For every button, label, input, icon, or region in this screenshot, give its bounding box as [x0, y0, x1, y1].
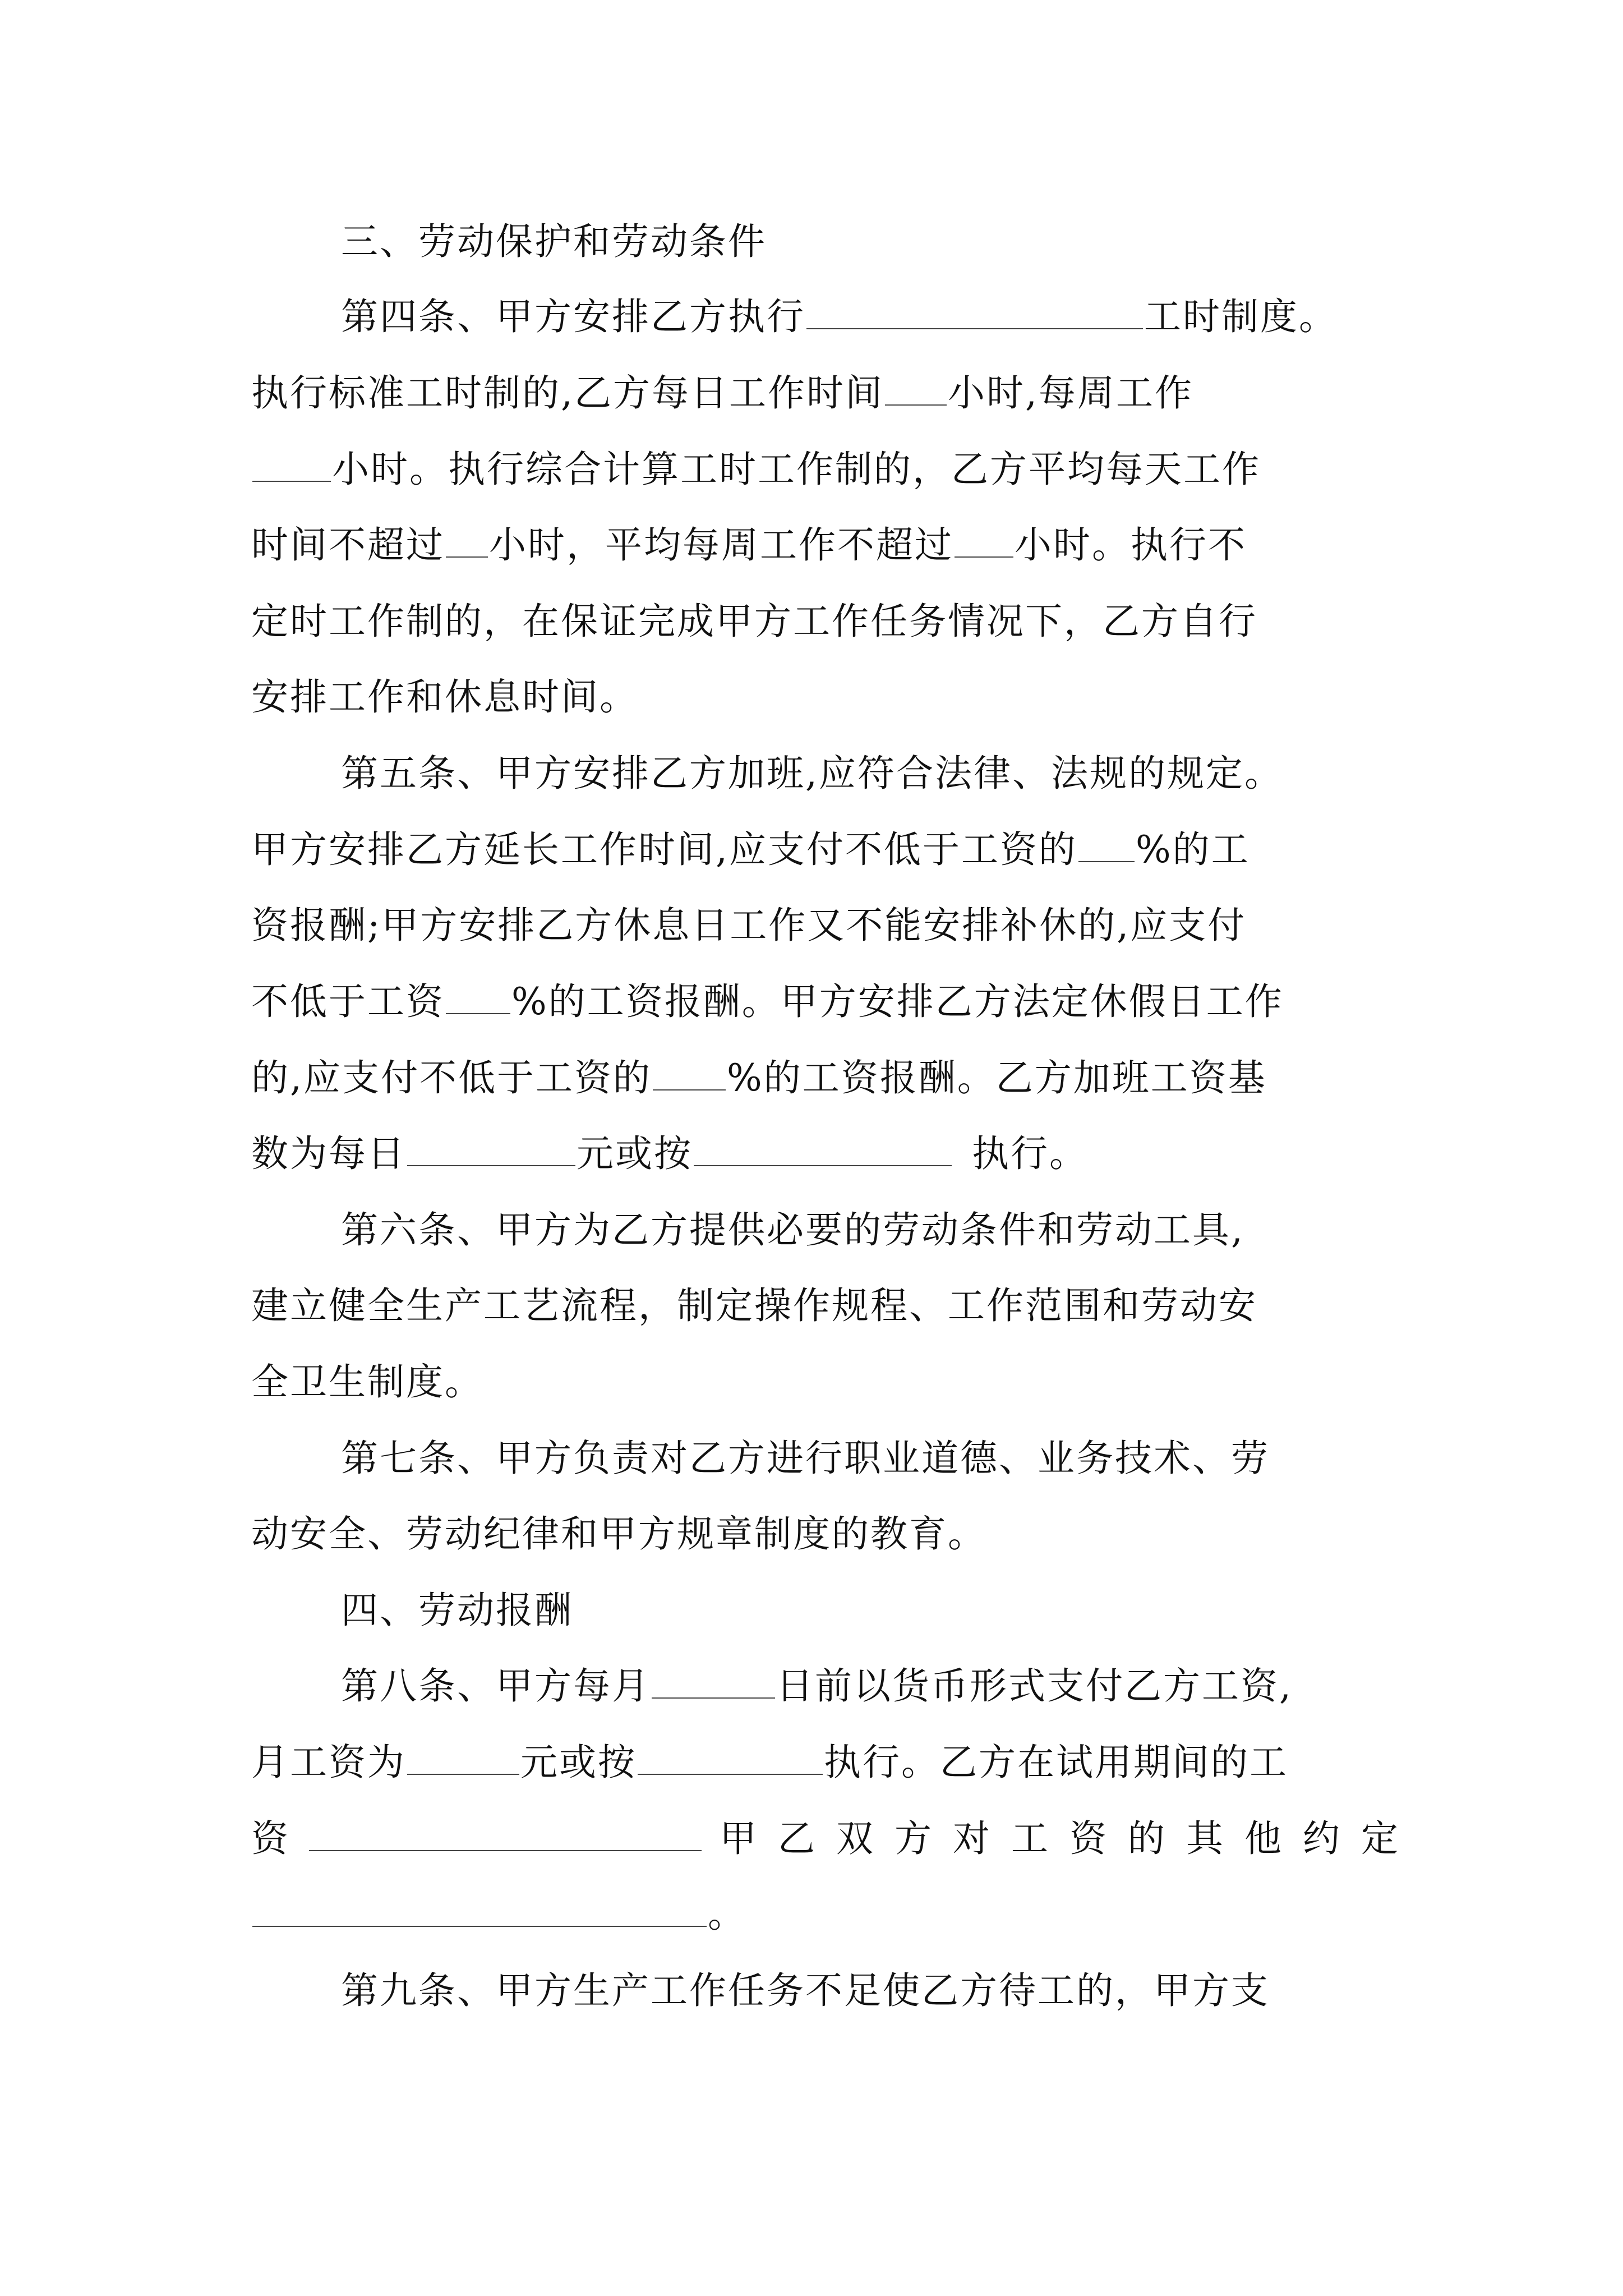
text-segment: 日前以货币形式支付乙方工资,: [776, 1664, 1293, 1708]
text-segment: 的,应支付不低于工资的: [251, 1056, 652, 1099]
text-segment: %的工: [1135, 828, 1250, 871]
text-segment: 元或按: [520, 1741, 637, 1784]
article-5-line-4: [251, 974, 1284, 1030]
text-segment: 建立健全生产工艺流程，制定操作规程、工作范围和劳动安: [251, 1284, 1257, 1327]
article-4-line-5: [251, 593, 1257, 650]
fill-in-blank: [446, 522, 488, 558]
article-5-line-2: [251, 822, 1250, 878]
text-segment: 工时制度。: [1144, 295, 1338, 338]
fill-in-blank: [652, 1663, 775, 1699]
text-segment: 元或按: [577, 1132, 693, 1175]
article-8-line-4: [251, 1887, 746, 1943]
text-segment: 甲乙双方对工资的其他约定: [720, 1817, 1419, 1860]
heading-text: 三、劳动保护和劳动条件: [341, 220, 767, 263]
fill-in-blank: [252, 446, 331, 482]
text-segment: 第九条、甲方生产工作任务不足使乙方待工的，甲方支: [341, 1969, 1270, 2012]
text-segment: 小时。执行综合计算工时工作制的，乙方平均每天工作: [332, 448, 1261, 491]
fill-in-blank: [309, 1815, 702, 1851]
text-segment: 执行。: [972, 1132, 1088, 1175]
text-segment: 执行标准工时制的,乙方每日工作时间: [251, 371, 884, 415]
text-segment: 资: [251, 1817, 290, 1860]
text-segment: 资报酬;甲方安排乙方休息日工作又不能安排补休的,应支付: [251, 904, 1247, 947]
article-6-line-1: [341, 1202, 1244, 1258]
text-segment: %的工资报酬。甲方安排乙方法定休假日工作: [511, 980, 1284, 1023]
text-segment: 时间不超过: [251, 523, 445, 567]
text-segment: 第五条、甲方安排乙方加班,应符合法律、法规的规定。: [341, 752, 1283, 795]
text-segment: 月工资为: [251, 1741, 406, 1784]
fill-in-blank: [806, 293, 1143, 329]
article-6-line-3: [251, 1354, 483, 1410]
text-segment: 第六条、甲方为乙方提供必要的劳动条件和劳动工具,: [341, 1208, 1244, 1251]
text-segment: 动安全、劳动纪律和甲方规章制度的教育。: [251, 1512, 986, 1556]
article-8-line-3: [251, 1811, 1419, 1867]
text-segment: 小时，平均每周工作不超过: [489, 523, 953, 567]
text-segment: 小时,每周工作: [947, 371, 1193, 415]
article-5-line-3: [251, 898, 1246, 954]
text-segment: 小时。执行不: [1015, 523, 1247, 567]
article-6-line-2: [251, 1278, 1257, 1334]
text-segment: %的工资报酬。乙方加班工资基: [726, 1056, 1267, 1099]
fill-in-blank: [407, 1739, 519, 1775]
text-segment: 第七条、甲方负责对乙方进行职业道德、业务技术、劳: [341, 1437, 1270, 1480]
text-segment: 第四条、甲方安排乙方执行: [341, 295, 805, 338]
heading-text: 四、劳动报酬: [341, 1589, 573, 1632]
text-segment: 全卫生制度。: [251, 1360, 483, 1404]
fill-in-blank: [446, 978, 510, 1014]
article-8-line-1: [341, 1658, 1293, 1714]
text-segment: 数为每日: [251, 1132, 406, 1175]
text-segment: 。: [708, 1893, 746, 1936]
section-heading-4: [341, 1582, 573, 1639]
text-segment: 甲方安排乙方延长工作时间,应支付不低于工资的: [251, 828, 1077, 871]
article-8-line-2: [251, 1734, 1288, 1791]
article-4-line-1: [341, 289, 1338, 345]
article-9-line-1: [341, 1963, 1270, 2019]
article-4-line-6: [251, 669, 638, 725]
article-7-line-1: [341, 1430, 1270, 1487]
article-4-line-4: [251, 517, 1247, 573]
text-segment: 不低于工资: [251, 980, 445, 1023]
fill-in-blank: [955, 522, 1013, 558]
fill-in-blank: [1078, 826, 1135, 862]
text-segment: 安排工作和休息时间。: [251, 675, 638, 719]
article-7-line-2: [251, 1506, 986, 1562]
article-5-line-5: [251, 1050, 1267, 1106]
text-segment: 第八条、甲方每月: [341, 1664, 651, 1708]
fill-in-blank: [638, 1739, 823, 1775]
article-4-line-2: [251, 365, 1193, 421]
text-segment: 定时工作制的，在保证完成甲方工作任务情况下，乙方自行: [251, 600, 1257, 643]
text-segment: 执行。乙方在试用期间的工: [824, 1741, 1288, 1784]
fill-in-blank: [694, 1130, 952, 1166]
fill-in-blank: [252, 1891, 707, 1927]
section-heading-3: [341, 214, 767, 270]
fill-in-blank: [653, 1055, 726, 1091]
article-4-line-3: [251, 441, 1261, 498]
fill-in-blank: [885, 370, 947, 406]
article-5-line-6: [251, 1126, 1088, 1182]
fill-in-blank: [407, 1130, 575, 1166]
article-5-line-1: [341, 746, 1283, 802]
